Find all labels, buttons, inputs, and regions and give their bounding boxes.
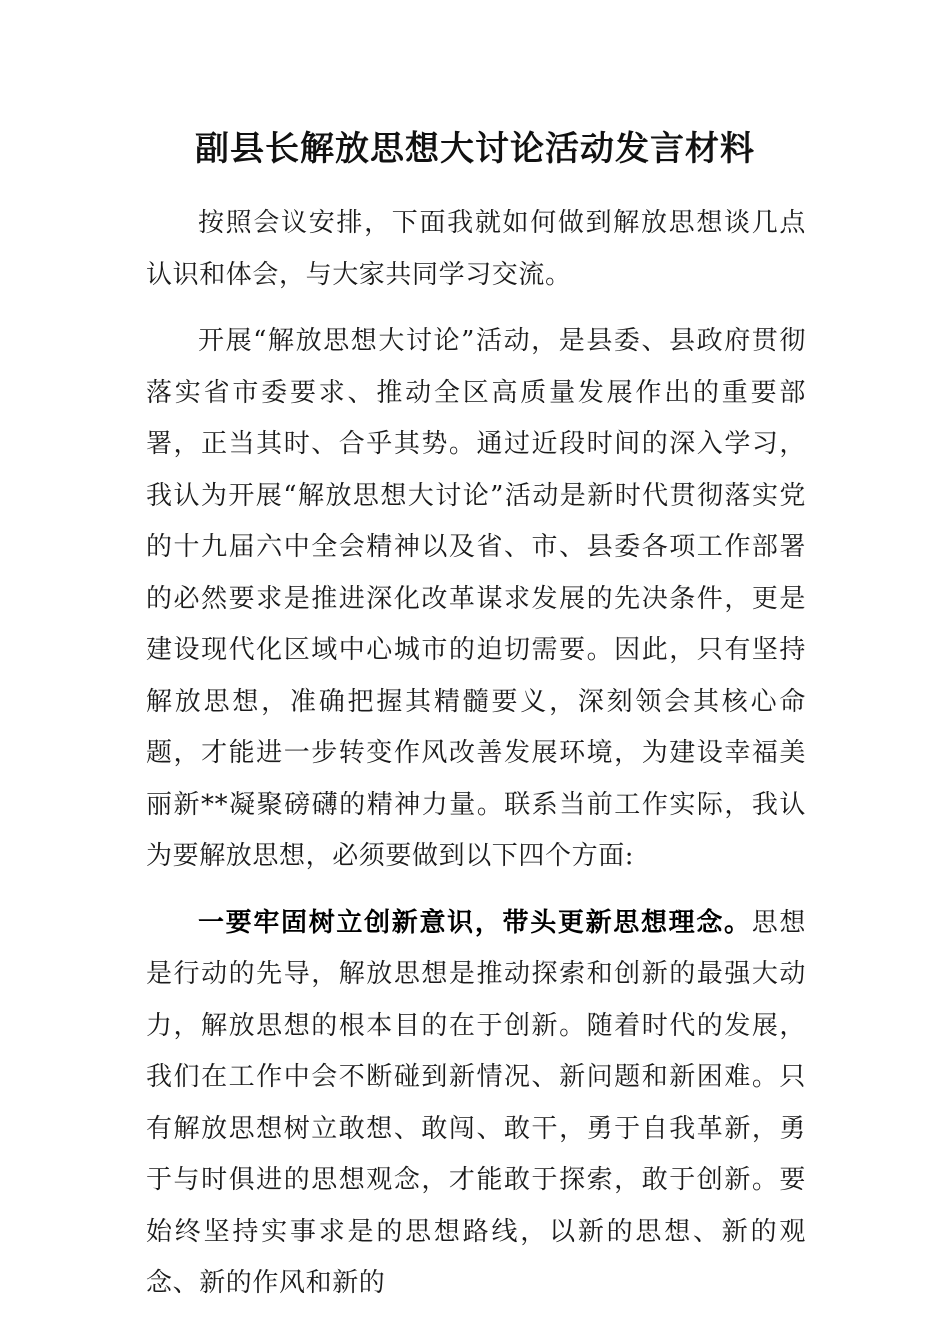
paragraph-background [146,316,806,883]
paragraph-lead-heading: 一要牢固树立创新意识，带头更新思想理念。 [198,907,752,938]
paragraph-text: 按照会议安排，下面我就如何做到解放思想谈几点认识和体会，与大家共同学习交流。 [146,208,806,290]
paragraph-text: 思想是行动的先导，解放思想是推动探索和创新的最强大动力，解放思想的根本目的在于创新。随着时代的发展，我们在工作中会不断碰到新情况、新问题和新困难。只有解放思想树立敢想、敢闯、敢干，勇于自我革新，勇于与时俱进的思想观念，才能敢于探索，敢于创新。要始终坚持实事求是的思想路线，以新的思想、新的观念、新的作风和新的 [146,907,806,1298]
document-body [146,198,806,1310]
paragraph-intro [146,198,806,301]
paragraph-point-one [146,898,806,1310]
paragraph-text: 开展“解放思想大讨论”活动，是县委、县政府贯彻落实省市委要求、推动全区高质量发展作出的重要部署，正当其时、合乎其势。通过近段时间的深入学习，我认为开展“解放思想大讨论”活动是新时代贯彻落实党的十九届六中全会精神以及省、市、县委各项工作部署的必然要求是推进深化改革谋求发展的先决条件，更是建设现代化区域中心城市的迫切需要。因此，只有坚持解放思想，准确把握其精髓要义，深刻领会其核心命题，才能进一步转变作风改善发展环境，为建设幸福美丽新**凝聚磅礴的精神力量。联系当前工作实际，我认为要解放思想，必须要做到以下四个方面: [146,326,806,871]
document-title: 副县长解放思想大讨论活动发言材料 [195,129,755,169]
